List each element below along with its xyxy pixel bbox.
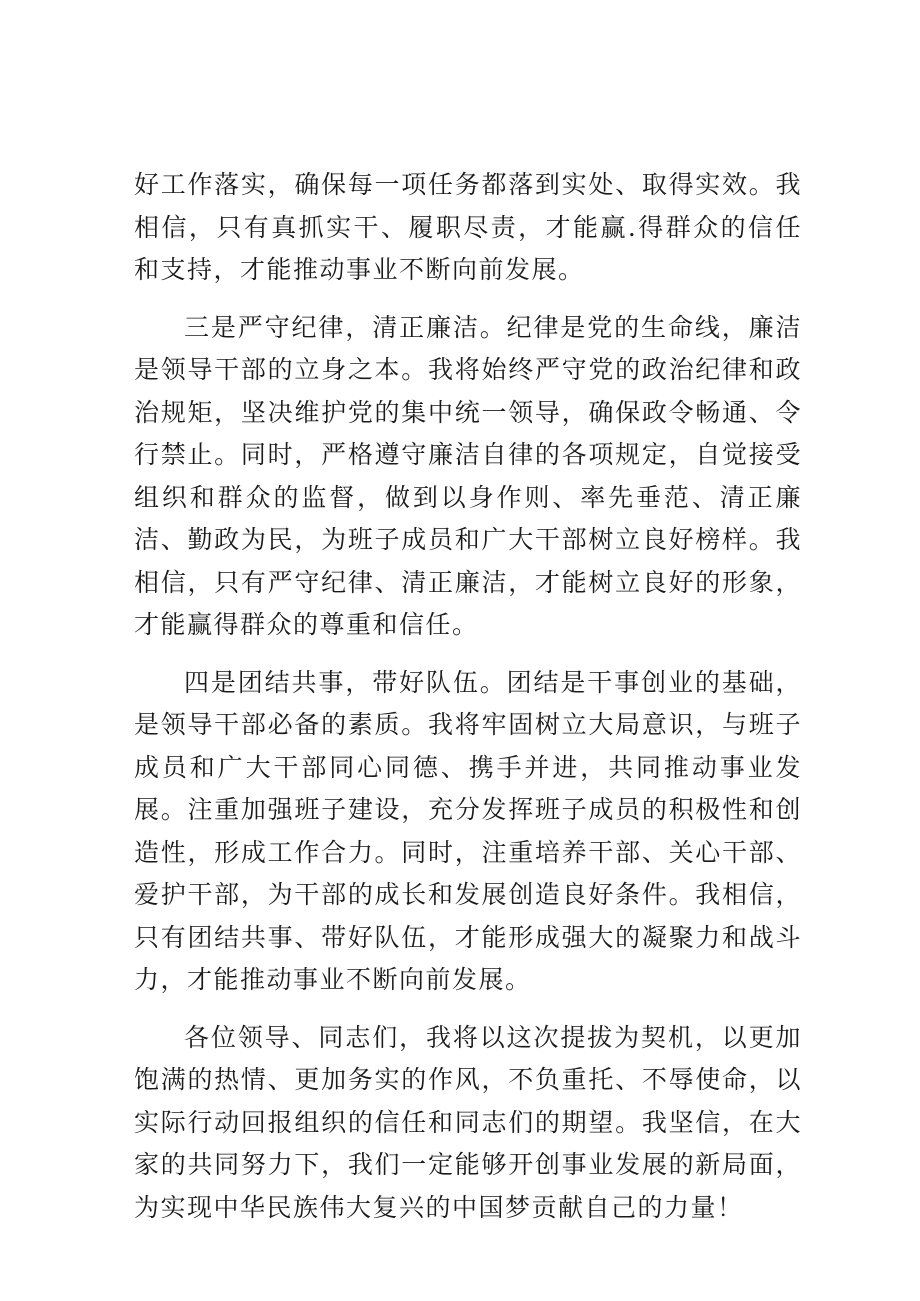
paragraph-unity: 四是团结共事，带好队伍。团结是干事创业的基础，是领导干部必备的素质。我将牢固树立大局意识，与班子成员和广大干部同心同德、携手并进，共同推动事业发展。注重加强班子建设，充分发挥班子成员的积极性和创造性，形成工作合力。同时，注重培养干部、关心干部、爱护干部，为干部的成长和发展创造良好条件。我相信，只有团结共事、带好队伍，才能形成强大的凝聚力和战斗力，才能推动事业不断向前发展。 [134, 667, 802, 994]
document-body [134, 164, 802, 1244]
paragraph-closing: 各位领导、同志们，我将以这次提拔为契机，以更加饱满的热情、更加务实的作风，不负重托、不辱使命，以实际行动回报组织的信任和同志们的期望。我坚信，在大家的共同努力下，我们一定能够开创事业发展的新局面，为实现中华民族伟大复兴的中国梦贡献自己的力量！ [134, 1022, 802, 1222]
paragraph-discipline: 三是严守纪律，清正廉洁。纪律是党的生命线，廉洁是领导干部的立身之本。我将始终严守党的政治纪律和政治规矩，坚决维护党的集中统一领导，确保政令畅通、令行禁止。同时，严格遵守廉洁自律的各项规定，自觉接受组织和群众的监督，做到以身作则、率先垂范、清正廉洁、勤政为民，为班子成员和广大干部树立良好榜样。我相信，只有严守纪律、清正廉洁，才能树立良好的形象，才能赢得群众的尊重和信任。 [134, 312, 802, 639]
paragraph-continued: 好工作落实，确保每一项任务都落到实处、取得实效。我相信，只有真抓实干、履职尽责，才能赢.得群众的信任和支持，才能推动事业不断向前发展。 [134, 170, 802, 284]
